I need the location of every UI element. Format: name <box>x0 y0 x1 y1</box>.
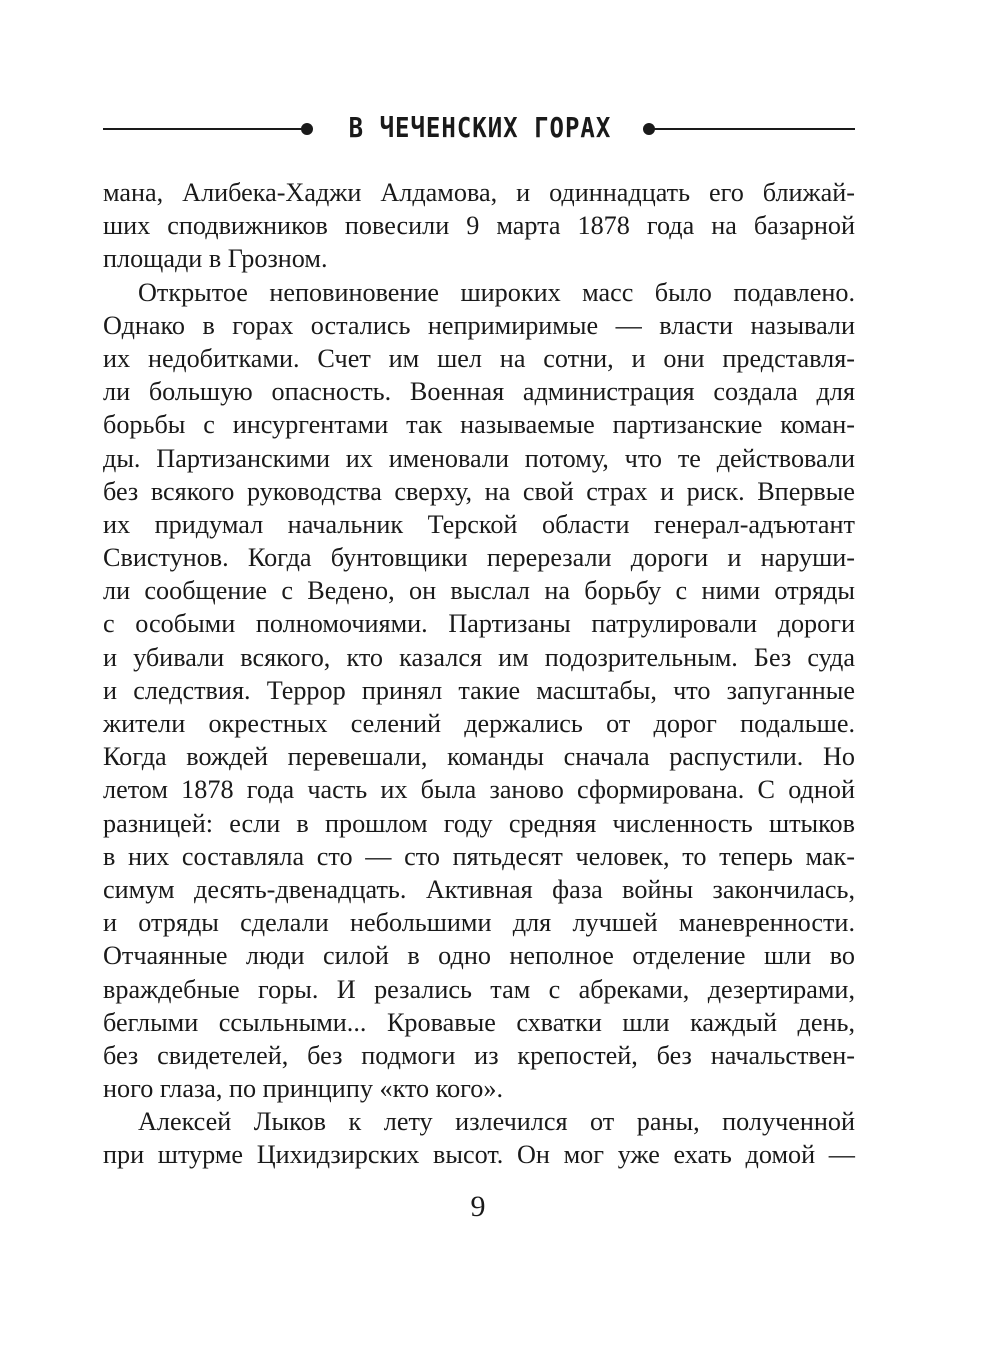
text-line: разницей: если в прошлом году средняя численность штыков <box>103 808 855 838</box>
text-line: Отчаянные люди силой в одно неполное отделение шли во <box>103 941 855 971</box>
text-line: и отряды сделали небольшими для лучшей маневренности. <box>103 908 855 938</box>
text-line: мана, Алибека-Хаджи Алдамова, и одиннадцать его ближай- <box>103 178 855 207</box>
text-line: ли сообщение с Ведено, он выслал на борьбу с ними отряды <box>103 576 855 606</box>
text-line: их придумал начальник Терской области генерал-адъютант <box>103 509 855 539</box>
text-line: ли большую опасность. Военная администрация создала для <box>103 377 855 407</box>
text-line: с особыми полномочиями. Партизаны патрулировали дороги <box>103 609 855 639</box>
text-line: и убивали всякого, кто казался им подозрительным. Без суда <box>103 642 855 672</box>
text-line: жители окрестных селений держались от дорог подальше. <box>103 709 855 738</box>
running-head-left-dot <box>301 123 313 135</box>
text-line: летом 1878 года часть их была заново сформирована. С одной <box>103 775 855 805</box>
text-line: Свистунов. Когда бунтовщики перерезали дороги и наруши- <box>103 543 855 573</box>
running-head-title: В ЧЕЧЕНСКИХ ГОРАХ <box>348 111 612 145</box>
text-line: Однако в горах остались непримиримые — власти называли <box>103 310 855 340</box>
running-head-left-rule <box>103 128 303 130</box>
running-head <box>103 112 855 146</box>
text-line: беглыми ссыльными... Кровавые схватки шли каждый день, <box>103 1007 855 1037</box>
text-line: ших сподвижников повесили 9 марта 1878 года на базарной <box>103 211 855 241</box>
text-line: Алексей Лыков к лету излечился от раны, полученной <box>138 1107 855 1137</box>
text-line: и следствия. Террор принял такие масштабы, что запуганные <box>103 675 855 705</box>
text-line: ды. Партизанскими их именовали потому, что те действовали <box>103 443 855 473</box>
text-line: Открытое неповиновение широких масс было подавлено. <box>138 277 855 307</box>
text-line: без всякого руководства сверху, на свой страх и риск. Впервые <box>103 476 855 506</box>
page-number: 9 <box>470 1190 486 1223</box>
body-text <box>103 176 855 1172</box>
running-head-right-rule <box>648 128 855 130</box>
text-line: Когда вождей перевешали, команды сначала распустили. Но <box>103 742 855 772</box>
text-line: враждебные горы. И резались там с абреками, дезертирами, <box>103 974 855 1004</box>
text-line: симум десять-двенадцать. Активная фаза войны закончилась, <box>103 874 855 904</box>
text-line: без свидетелей, без подмоги из крепостей, без начальствен- <box>103 1040 855 1070</box>
text-line: площади в Грозном. <box>103 244 328 274</box>
text-line: в них составляла сто — сто пятьдесят человек, то теперь мак- <box>103 841 855 871</box>
text-line: при штурме Цихидзирских высот. Он мог уже ехать домой — <box>103 1140 855 1170</box>
text-line: их недобитками. Счет им шел на сотни, и они представля- <box>103 343 855 373</box>
text-line: борьбы с инсургентами так называемые партизанские коман- <box>103 410 855 440</box>
text-line: ного глаза, по принципу «кто кого». <box>103 1074 503 1104</box>
